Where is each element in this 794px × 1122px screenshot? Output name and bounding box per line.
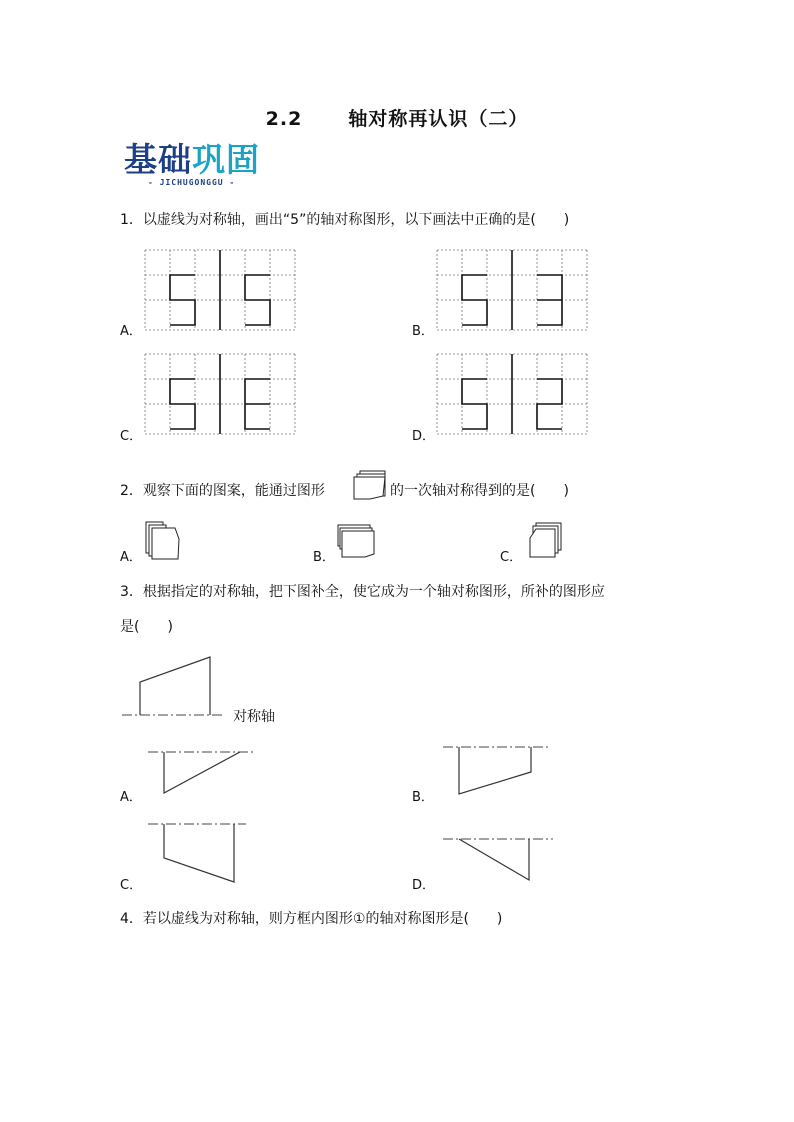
q2-option-c-label: C．	[500, 550, 523, 565]
q3-option-c-label: C．	[120, 878, 143, 893]
digit-five	[462, 379, 487, 429]
symmetry-axis-label: 对称轴	[233, 709, 275, 725]
q2-figure-c	[526, 522, 562, 560]
q3-main-figure	[120, 650, 230, 722]
q1-option-a-label: A．	[120, 324, 142, 339]
q2-option-b-label: B．	[313, 550, 335, 565]
question-3-stem-line1: 3．根据指定的对称轴，把下图补全，使它成为一个轴对称图形，所补的图形应	[120, 584, 605, 600]
candidate-reflection	[537, 379, 562, 429]
q3-option-d-label: D．	[412, 878, 436, 893]
candidate-reflection	[537, 275, 562, 325]
section-number: 2.2	[265, 108, 303, 130]
q3-figure-d	[441, 832, 555, 884]
q3-option-b-label: B．	[412, 790, 434, 805]
q3-option-a-label: A．	[120, 790, 142, 805]
logo: 基础巩固 - JICHUGONGGU -	[124, 140, 260, 187]
q2-reference-figure	[352, 470, 388, 500]
q1-grid-d	[437, 354, 587, 434]
candidate-reflection	[245, 379, 270, 429]
q1-option-c-label: C．	[120, 429, 143, 444]
digit-five	[170, 275, 195, 325]
q2-option-a-label: A．	[120, 550, 142, 565]
section-title: 轴对称再认识（二）	[348, 108, 529, 130]
q1-grid-c	[145, 354, 295, 434]
question-1-stem: 1．以虚线为对称轴，画出“5”的轴对称图形，以下画法中正确的是( )	[120, 212, 570, 228]
digit-five	[462, 275, 487, 325]
question-2-stem-end: 的一次轴对称得到的是( )	[390, 483, 569, 499]
candidate-reflection	[245, 275, 270, 325]
q3-figure-b	[441, 740, 551, 796]
q1-grid-a	[145, 250, 295, 330]
digit-five	[170, 379, 195, 429]
q1-option-b-label: B．	[412, 324, 434, 339]
page-title	[0, 104, 794, 131]
question-4-stem: 4．若以虚线为对称轴，则方框内图形①的轴对称图形是( )	[120, 911, 503, 927]
q1-grid-b	[437, 250, 587, 330]
q1-option-d-label: D．	[412, 429, 436, 444]
q3-figure-c	[146, 818, 250, 886]
q2-figure-a	[145, 521, 181, 561]
q3-figure-a	[146, 745, 258, 797]
question-2-stem-start: 2．观察下面的图案，能通过图形	[120, 483, 325, 499]
q2-figure-b	[337, 524, 375, 558]
question-3-stem-line2: 是( )	[120, 619, 173, 635]
